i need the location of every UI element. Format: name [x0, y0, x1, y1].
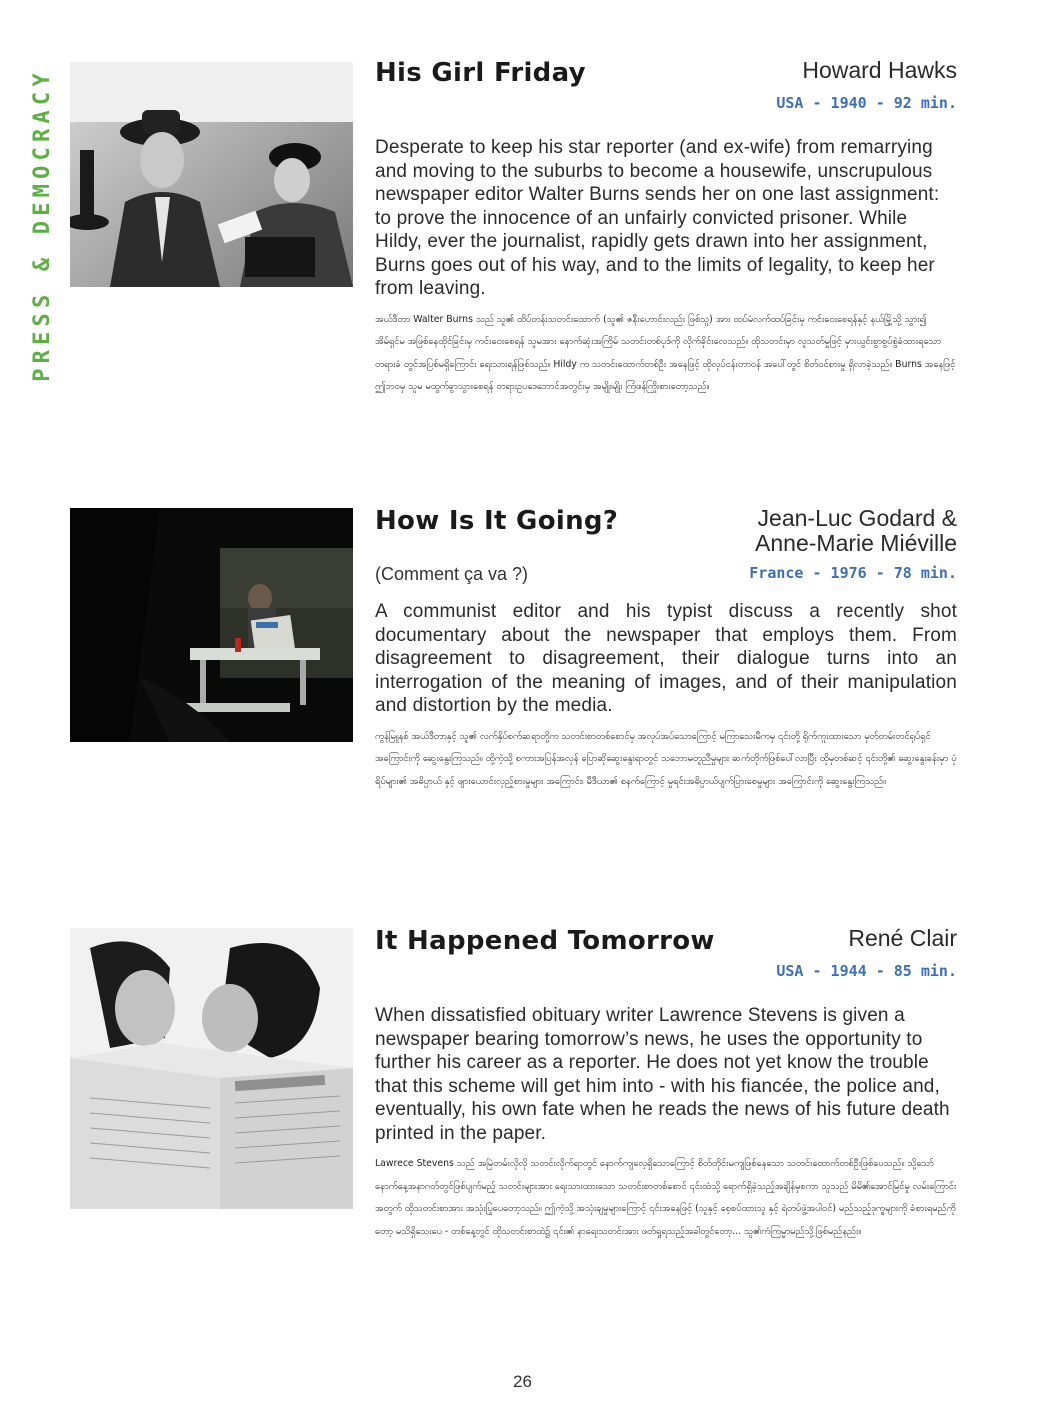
section-label-text: PRESS & DEMOCRACY: [30, 68, 55, 382]
director-line: Jean-Luc Godard &: [757, 505, 957, 531]
film-still-how-is-it-going: [70, 508, 353, 742]
page-number: 26: [513, 1372, 532, 1391]
director: [755, 506, 957, 556]
director-line: Howard Hawks: [802, 57, 957, 83]
film-meta: USA - 1940 - 92 min.: [776, 94, 957, 112]
description-en: A communist editor and his typist discuss a recently shot documentary about the newspaper that employs them. From disagreement to disagreement, their dialogue turns into an interrogation of the meaning of images, and of their manipulation and distortion by the media.: [375, 601, 957, 716]
film-entry: [375, 506, 957, 793]
film-title: His Girl Friday: [375, 58, 586, 88]
description-en: Desperate to keep his star reporter (and ex-wife) from remarrying and moving to the suburbs to become a housewife, unscrupulous newspaper editor Walter Burns sends her on one last assignment: to prove the innocence of an unfairly convicted prisoner. While Hildy, ever the journalist, rapidly gets drawn into her assignment, Burns goes out of his way, and to the limits of legality, to keep her from leaving.: [375, 137, 940, 299]
film-still-his-girl-friday: [70, 62, 353, 287]
director: [802, 58, 957, 83]
director-line: Anne-Marie Miéville: [755, 530, 957, 556]
alt-title: (Comment ça va ?): [375, 564, 529, 584]
description-en: When dissatisfied obituary writer Lawrence Stevens is given a newspaper bearing tomorrow’s news, he uses the opportunity to further his career as a reporter. He does not yet know the trouble that this scheme will get him into - with his fiancée, the police and, eventually, his own fate when he reads the news of his future death printed in the paper.: [375, 1005, 950, 1144]
film-title: How Is It Going?: [375, 506, 619, 536]
film-entry: [375, 58, 957, 399]
description-my: ကွန်မြူနစ် အယ်ဒီတာနှင့် သူ၏ လက်နှိပ်စက်ဆရာတို့က သတင်းစာတစ်စောင်မှ အလုပ်အပ်သောကြောင့် မကြာသေးမီကမှ ၎င်းတို့ ရိုက်ကူးထားသော မှတ်တမ်းတင်ရုပ်ရှင်အကြောင်းကို ဆွေးနွေးကြသည်။ ထို့ကဲ့သို့ စကားအပြန်အလှန် ပြောဆိုဆွေးနွေးရာတွင် သဘောမတူညီမှုများ ဆက်တိုက်ဖြစ်ပေါ်လာပြီး ထိုမှတစ်ဆင့် ၎င်းတို့၏ ဆွေးနွေးခန်းမှာ ပုံရိပ်များ၏ အဓိပ္ပာယ် နှင့် ဖျားယောင်းလှည့်စားမှုများ အကြောင်း၊ မီဒီယာ၏ စနက်ကြောင့် မှုရင်းအဓိပ္ပာယ်ပျက်ပြားစေမှုများ အကြောင်းကို ဆွေးနွေးကြသည်။: [375, 730, 957, 787]
film-meta: USA - 1944 - 85 min.: [776, 962, 957, 980]
description-my: Lawrece Stevens သည် အမြဲတမ်းလိုလို သတင်းလိုက်ရာတွင် နောက်ကျလေ့ရှိသောကြောင့် စိတ်တိုင်းမကျဖြစ်နေသော သတင်းထောက်တစ်ဦးဖြစ်ပေသည်။ သို့သော် နောက်နေ့အနာဂတ်တွင်ဖြစ်ပျက်မည့် သတင်းများအား ရေးသားထားသော သတင်းစာတစ်စောင် ၎င်းထံသို့ ရောက်ရှိခဲ့သည့်အချိန်မှစကာ သူသည် မိမိ၏အောင်မြင်မှု လမ်းကြောင်းအတွက် ထိုသတင်းစာအား အသုံးပြုပေတော့သည်။ ဤကဲ့သို့ အသုံးချမှုများကြောင့် ၎င်းအနေဖြင့် (သူနှင့် စေ့စပ်ထားသူ နှင့် ရဲတပ်ဖွဲ့အပါဝင်) မည်သည့်ဒုက္ခများကို ခံစားရမည်ကိုတော့ မသိရှိသေးပေ - တစ်နေ့တွင် ထိုသတင်းစာထဲ၌ ၎င်း၏ နာရေးသတင်းအား ဖတ်ရှုရသည့်အခါတွင်တော့... သူ၏ကံကြမ္မာမည်သို့ဖြစ်မည်နည်း။: [375, 1158, 957, 1237]
film-meta: France - 1976 - 78 min.: [749, 564, 957, 582]
director: [848, 926, 957, 951]
description-my: အယ်ဒီတာ Walter Burns သည် သူ၏ ထိပ်တန်းသတင်းထောက် (သူ၏ ဇနီးဟောင်းလည်း ဖြစ်သူ) အား ထပ်မံလက်ထပ်ခြင်းမှ ကင်းဝေးစေရန်နှင့် နယ်မြို့သို့ သွား၍ အိမ်ရှင်မ အဖြစ်နေထိုင်ခြင်းမှ ကင်းဝေးစေရန် သူမအား နောက်ဆုံးအကြိမ် သတင်းတစ်ပုဒ်ကို လိုက်ခိုင်းလေသည်။ ထိုသတင်းမှာ လူသတ်မှုဖြင့် မှားယွင်းစွာစွပ်စွဲခံထားရသော တရားခံ တွင်အပြစ်မရှိကြောင်း ရေးသားရန်ဖြစ်သည်။ Hildy က သတင်းထောက်တစ်ဦး အနေဖြင့် ထိုလုပ်ငန်းတာဝန် အပေါ်တွင် စိတ်ဝင်စားမှု ရှိလာခဲ့သည်။ Burns အနေဖြင့် ဤဘဝမှ သူမ မထွက်ခွာသွားစေရန် တရားဥပဒေဘောင်အတွင်းမှ အမျိုးမျိုး ကြံဖန်ကြိုးစားတော့သည်။: [375, 313, 956, 392]
director-line: René Clair: [848, 925, 957, 951]
film-title: It Happened Tomorrow: [375, 926, 715, 956]
film-entry: [375, 926, 957, 1243]
section-label: [28, 60, 58, 390]
film-still-it-happened-tomorrow: [70, 928, 353, 1209]
